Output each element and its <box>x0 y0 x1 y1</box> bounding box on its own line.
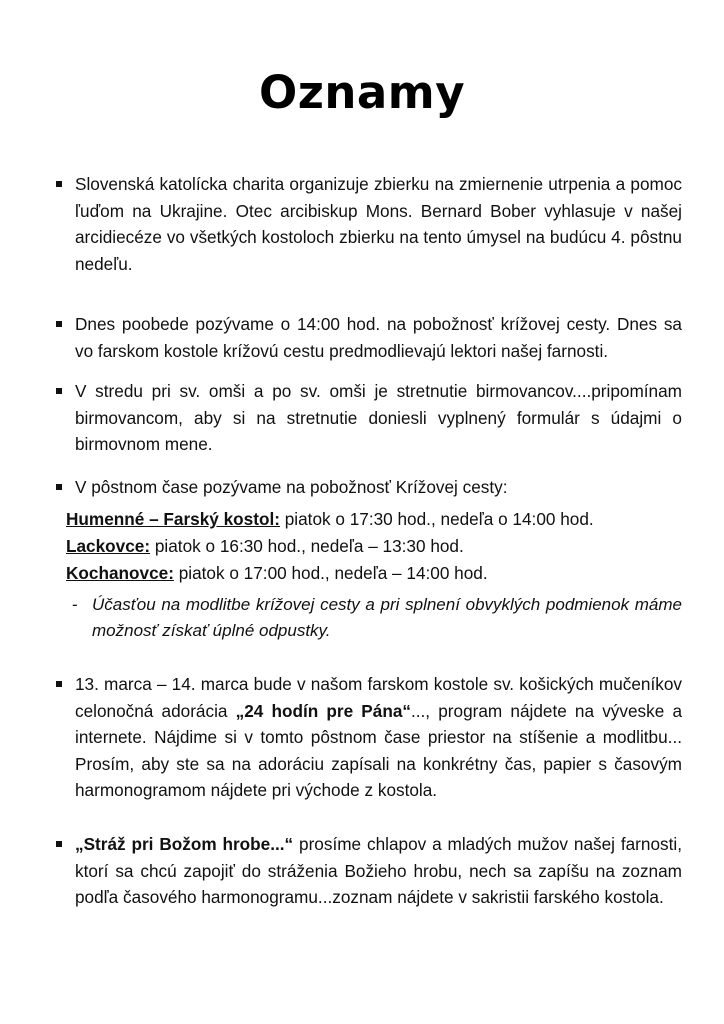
bullet-icon <box>56 321 62 327</box>
schedule-times: piatok o 17:30 hod., nedeľa o 14:00 hod. <box>279 509 594 529</box>
bullet-icon <box>56 681 62 687</box>
schedule-place: Kochanovce: <box>66 563 174 583</box>
announcement-lent-stations <box>56 474 682 501</box>
schedule-row <box>66 560 488 586</box>
schedule-place: Lackovce: <box>66 536 151 556</box>
announcement-text: V pôstnom čase pozývame na pobožnosť Krížovej cesty: <box>75 477 508 497</box>
indulgence-note <box>72 592 682 644</box>
dash-marker: - <box>72 595 78 614</box>
page-title: Oznamy <box>258 66 466 119</box>
announcement-adoration <box>56 671 682 804</box>
event-name: „Stráž pri Božom hrobe...“ <box>75 834 294 854</box>
schedule-row <box>66 506 594 532</box>
announcement-stations-today <box>56 311 682 364</box>
announcement-tomb-guard <box>56 831 682 911</box>
announcement-charity <box>56 171 682 277</box>
schedule-times: piatok o 16:30 hod., nedeľa – 13:30 hod. <box>150 536 464 556</box>
schedule-times: piatok o 17:00 hod., nedeľa – 14:00 hod. <box>173 563 488 583</box>
bullet-icon <box>56 841 62 847</box>
event-name: „24 hodín pre Pána“ <box>235 700 411 721</box>
text-segment: 13. marca – 14. marca bude v našom farskom kostole sv. košických mučeníkov celonočná adorácia <box>75 674 682 721</box>
schedule-row <box>66 533 464 559</box>
announcement-confirmation <box>56 378 682 458</box>
note-text: Účasťou na modlitbe krížovej cesty a pri splnení obvyklých podmienok máme možnosť získať úplné odpustky. <box>92 595 682 640</box>
bullet-icon <box>56 388 62 394</box>
schedule-place: Humenné – Farský kostol: <box>66 509 280 529</box>
bullet-icon <box>56 181 62 187</box>
announcement-text: Dnes poobede pozývame o 14:00 hod. na pobožnosť krížovej cesty. Dnes sa vo farskom kostole krížovú cestu predmodlievajú lektori našej farnosti. <box>75 314 682 361</box>
announcement-text <box>75 671 682 804</box>
announcement-text: V stredu pri sv. omši a po sv. omši je stretnutie birmovancov....pripomínam birmovancom, aby si na stretnutie doniesli vyplnený formulár s údajmi o birmovnom mene. <box>75 381 682 454</box>
announcement-text <box>75 831 682 911</box>
text-segment: ..., program nájdete na vývеske a internete. Nájdime si v tomto pôstnom čase priestor na stíšenie a modlitbu... Prosím, aby ste sa na adoráciu zapísali na konkrétny čas, papier s časovým harmonogramom nájdete pri východe z kostola. <box>75 700 683 800</box>
announcement-text: Slovenská katolícka charita organizuje zbierku na zmiernenie utrpenia a pomoc ľuďom na Ukrajine. Otec arcibiskup Mons. Bernard Bober vyhlasuje v našej arcidiecéze vo všetkých kostoloch zbierku na tento úmysel na budúcu 4. pôstnu nedeľu. <box>75 174 682 274</box>
bullet-icon <box>56 484 62 490</box>
text-segment: prosíme chlapov a mladých mužov našej farnosti, ktorí sa chcú zapojiť do stráženia Božieho hrobu, nech sa zapíšu na zoznam podľa časového harmonogramu...zoznam nájdete v sakristii farského kostola. <box>75 834 682 907</box>
